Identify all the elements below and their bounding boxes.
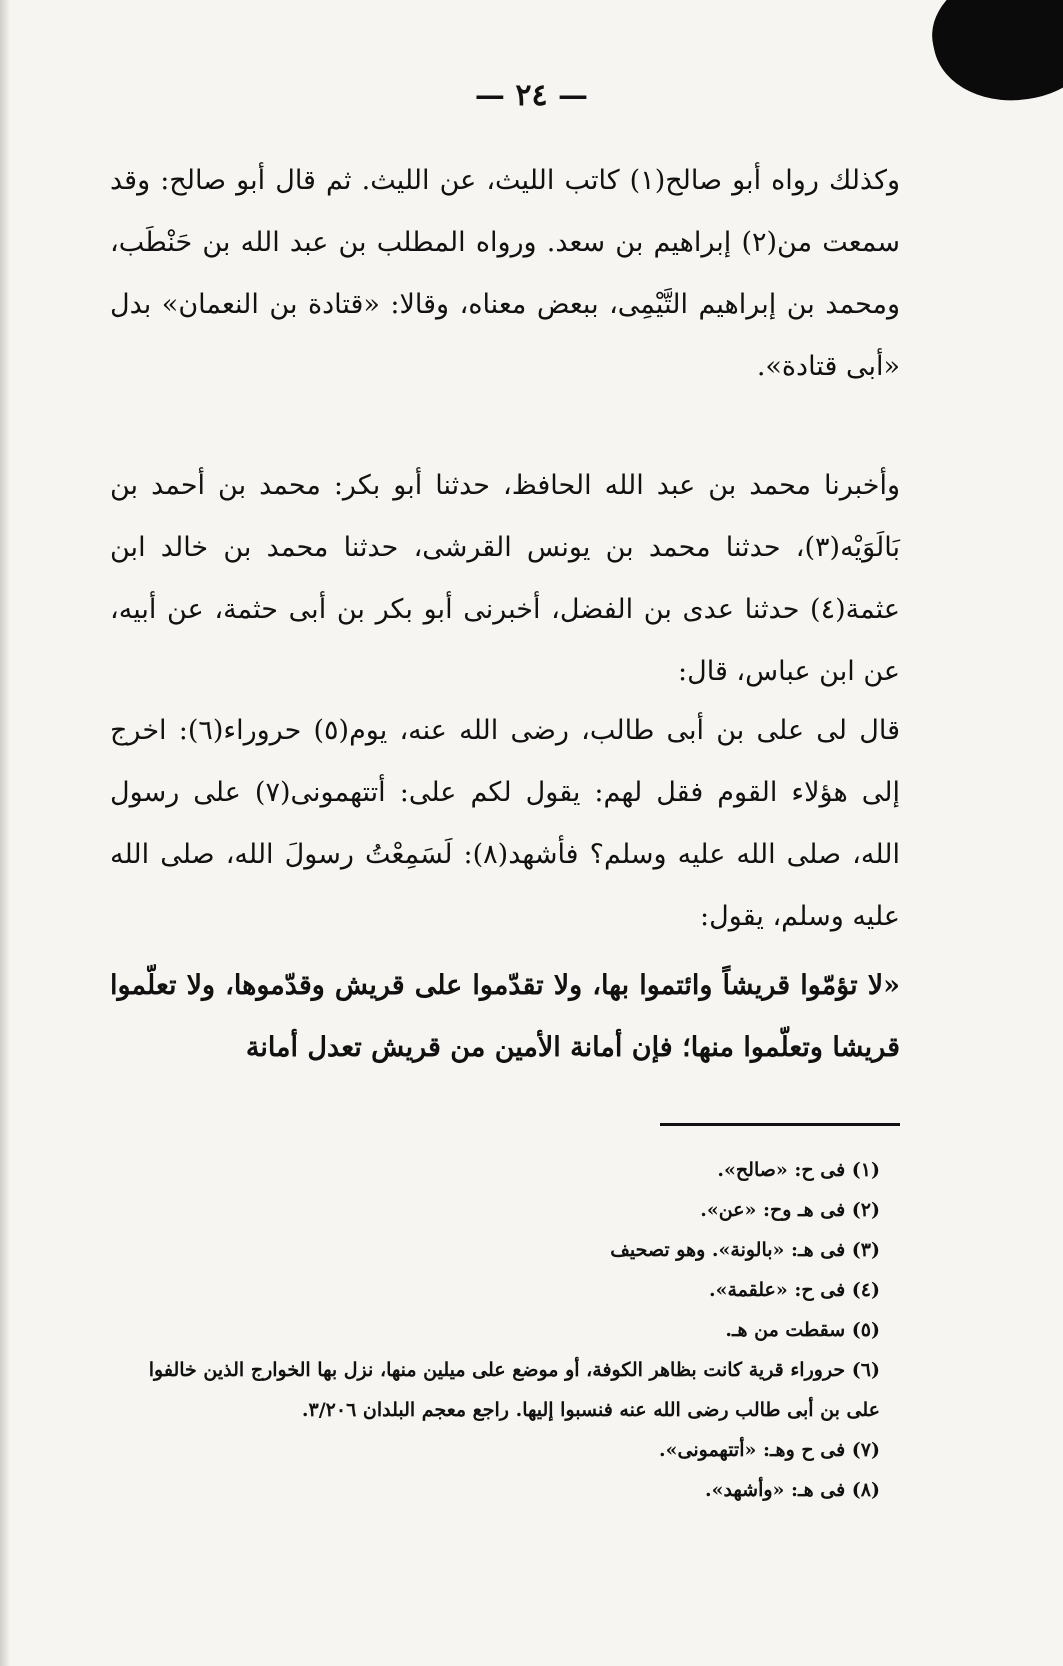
paragraph-text: وكذلك رواه أبو صالح(١) كاتب الليث، عن الليث. ثم قال أبو صالح: وقد سمعت من(٢) إبراهيم بن سعد. ورواه المطلب بن عبد الله بن حَنْطَب، ومحمد بن إبراهيم التَّيْمِى، ببعض معناه، وقالا: «قتادة بن النعمان» بدل «أبى قتادة». [110,165,900,382]
footnote-4: (٤) فى ح: «علقمة». [708,1279,880,1301]
binding-shadow [0,0,10,1666]
footnote-8: (٨) فى هـ: «وأشهد». [704,1479,880,1501]
footnote-3: (٣) فى هـ: «بالونة». وهو تصحيف [610,1239,880,1261]
page-number: — ٢٤ — [474,78,589,113]
footnote-6: (٦) حروراء قرية كانت بظاهر الكوفة، أو موضع على ميلين منها، نزل بها الخوارج الذين خالفوا على بن أبى طالب رضى الله عنه فنسبوا إليها. راجع معجم البلدان ٣/٢٠٦. [148,1359,880,1421]
footnote-separator [660,1123,900,1126]
paragraph-2 [110,455,900,703]
paragraph-text: وأخبرنا محمد بن عبد الله الحافظ، حدثنا أبو بكر: محمد بن أحمد بن بَالَوَيْه(٣)، حدثنا محمد بن يونس القرشى، حدثنا محمد بن خالد ابن عثمة(٤) حدثنا عدى بن الفضل، أخبرنى أبو بكر بن أبى حثمة، عن أبيه، عن ابن عباس، قال: [110,470,900,687]
footnote-5: (٥) سقطت من هـ. [725,1319,880,1341]
footnote-2: (٢) فى هـ وح: «عن». [700,1199,880,1221]
footnote-1: (١) فى ح: «صالح». [717,1159,880,1181]
footnote-7: (٧) فى ح وهـ: «أتتهمونى». [659,1439,880,1461]
footnotes [120,1150,880,1510]
paragraph-text: «لا تؤمّوا قريشاً وائتموا بها، ولا تقدّموا على قريش وقدّموها، ولا تعلّموا قريشا وتعلّموا منها؛ فإن أمانة الأمين من قريش تعدل أمانة [110,970,900,1063]
paragraph-3 [110,700,900,948]
paragraph-4-hadith [110,955,900,1079]
paragraph-text: قال لى على بن أبى طالب، رضى الله عنه، يوم(٥) حروراء(٦): اخرج إلى هؤلاء القوم فقل لهم: يقول لكم على: أتتهمونى(٧) على رسول الله، صلى الله عليه وسلم؟ فأشهد(٨): لَسَمِعْتُ رسولَ الله، صلى الله عليه وسلم، يقول: [110,715,900,932]
paragraph-1 [110,150,900,398]
